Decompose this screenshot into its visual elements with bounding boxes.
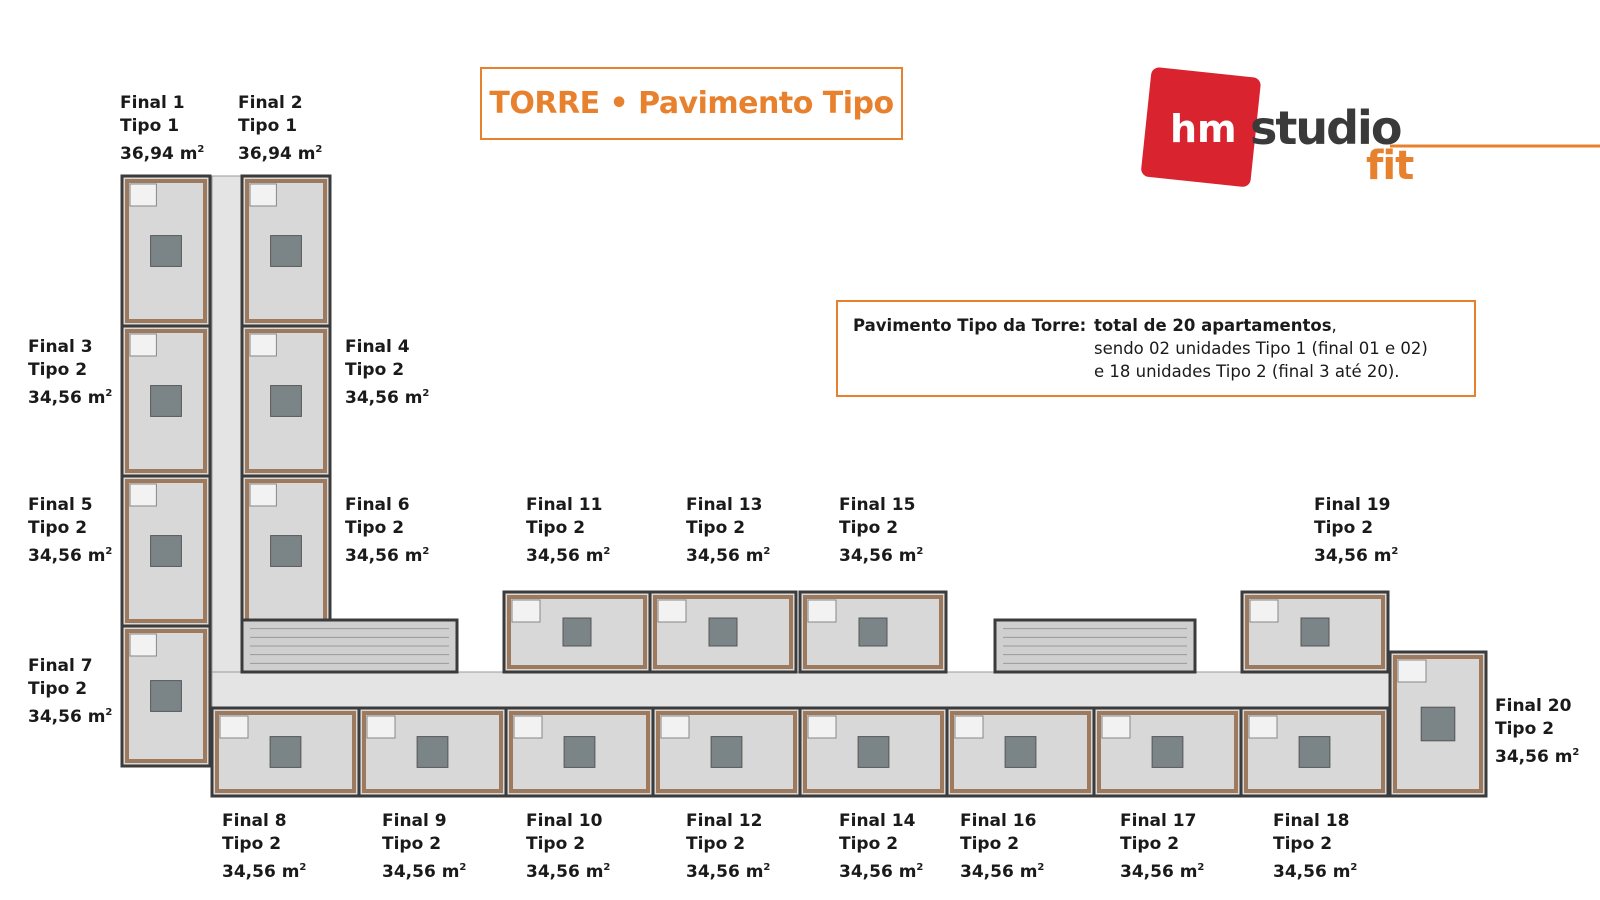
unit-label-final-20: Final 20 Tipo 2 34,56 $m^2$ bbox=[1495, 696, 1580, 767]
plan-unit-top-3-furniture bbox=[859, 618, 887, 646]
unit-label-final-9: Final 9 Tipo 2 34,56 $m^2$ bbox=[382, 811, 467, 882]
plan-unit-bottom-8-furniture bbox=[1299, 737, 1330, 768]
plan-unit-right-3-furniture bbox=[271, 536, 302, 567]
logo-fit: fit bbox=[1366, 143, 1414, 189]
unit-label-final-6: Final 6 Tipo 2 34,56 $m^2$ bbox=[345, 495, 430, 566]
unit-label-final-16: Final 16 Tipo 2 34,56 $m^2$ bbox=[960, 811, 1045, 882]
plan-unit-bottom-4-bed bbox=[661, 716, 689, 738]
unit-label-final-17: Final 17 Tipo 2 34,56 $m^2$ bbox=[1120, 811, 1205, 882]
plan-unit-bottom-1-bed bbox=[220, 716, 248, 738]
unit-label-final-8: Final 8 Tipo 2 34,56 $m^2$ bbox=[222, 811, 307, 882]
plan-unit-top-2-furniture bbox=[709, 618, 737, 646]
page-title: TORRE • Pavimento Tipo bbox=[489, 86, 894, 121]
plan-unit-right-1-furniture bbox=[271, 236, 302, 267]
info-label: Pavimento Tipo da Torre: bbox=[853, 316, 1087, 335]
plan-unit-bottom-5-furniture bbox=[858, 737, 889, 768]
plan-unit-left-2-furniture bbox=[151, 386, 182, 417]
plan-unit-left-2-bed bbox=[130, 334, 156, 356]
plan-unit-top-1-bed bbox=[512, 600, 540, 622]
logo-hm: hm bbox=[1170, 107, 1237, 151]
unit-label-final-5: Final 5 Tipo 2 34,56 $m^2$ bbox=[28, 495, 113, 566]
plan-unit-right-2-furniture bbox=[271, 386, 302, 417]
plan-unit-left-1-furniture bbox=[151, 236, 182, 267]
plan-unit-bottom-8-bed bbox=[1249, 716, 1277, 738]
plan-unit-bottom-3-furniture bbox=[564, 737, 595, 768]
plan-unit-east-bed bbox=[1398, 660, 1426, 682]
plan-unit-bottom-2-bed bbox=[367, 716, 395, 738]
plan-unit-left-1-bed bbox=[130, 184, 156, 206]
plan-unit-top-3-bed bbox=[808, 600, 836, 622]
unit-label-final-4: Final 4 Tipo 2 34,56 $m^2$ bbox=[345, 337, 430, 408]
plan-unit-top-1-furniture bbox=[563, 618, 591, 646]
plan-unit-east-furniture bbox=[1421, 707, 1455, 741]
plan-unit-left-4-bed bbox=[130, 634, 156, 656]
info-line-1-suffix: , bbox=[1331, 316, 1337, 335]
unit-label-final-12: Final 12 Tipo 2 34,56 $m^2$ bbox=[686, 811, 771, 882]
plan-unit-bottom-2-furniture bbox=[417, 737, 448, 768]
unit-label-final-7: Final 7 Tipo 2 34,56 $m^2$ bbox=[28, 656, 113, 727]
unit-label-final-13: Final 13 Tipo 2 34,56 $m^2$ bbox=[686, 495, 771, 566]
info-line-3: e 18 unidades Tipo 2 (final 3 até 20). bbox=[1094, 362, 1400, 381]
plan-unit-bottom-6-furniture bbox=[1005, 737, 1036, 768]
plan-unit-top-4-furniture bbox=[1301, 618, 1329, 646]
plan-unit-top-4-bed bbox=[1250, 600, 1278, 622]
unit-label-final-3: Final 3 Tipo 2 34,56 $m^2$ bbox=[28, 337, 113, 408]
vertical-corridor bbox=[212, 176, 242, 676]
info-line-2: sendo 02 unidades Tipo 1 (final 01 e 02) bbox=[1094, 339, 1428, 358]
unit-label-final-19: Final 19 Tipo 2 34,56 $m^2$ bbox=[1314, 495, 1399, 566]
plan-unit-bottom-4-furniture bbox=[711, 737, 742, 768]
plan-unit-bottom-7-furniture bbox=[1152, 737, 1183, 768]
plan-unit-top-2-bed bbox=[658, 600, 686, 622]
info-highlight: total de 20 apartamentos bbox=[1094, 316, 1332, 335]
plan-unit-right-1-bed bbox=[250, 184, 276, 206]
plan-unit-bottom-7-bed bbox=[1102, 716, 1130, 738]
horizontal-corridor bbox=[212, 672, 1392, 708]
plan-unit-bottom-3-bed bbox=[514, 716, 542, 738]
plan-unit-left-4-furniture bbox=[151, 681, 182, 712]
plan-unit-left-3-furniture bbox=[151, 536, 182, 567]
unit-label-final-1: Final 1 Tipo 1 36,94 $m^2$ bbox=[120, 93, 205, 164]
unit-label-final-14: Final 14 Tipo 2 34,56 $m^2$ bbox=[839, 811, 924, 882]
unit-label-final-18: Final 18 Tipo 2 34,56 $m^2$ bbox=[1273, 811, 1358, 882]
plan-unit-right-3-bed bbox=[250, 484, 276, 506]
unit-label-final-11: Final 11 Tipo 2 34,56 $m^2$ bbox=[526, 495, 611, 566]
unit-label-final-2: Final 2 Tipo 1 36,94 $m^2$ bbox=[238, 93, 323, 164]
logo-studio: studio bbox=[1250, 101, 1401, 155]
plan-unit-right-2-bed bbox=[250, 334, 276, 356]
plan-unit-left-3-bed bbox=[130, 484, 156, 506]
unit-label-final-10: Final 10 Tipo 2 34,56 $m^2$ bbox=[526, 811, 611, 882]
unit-label-final-15: Final 15 Tipo 2 34,56 $m^2$ bbox=[839, 495, 924, 566]
plan-unit-bottom-1-furniture bbox=[270, 737, 301, 768]
plan-unit-bottom-5-bed bbox=[808, 716, 836, 738]
plan-unit-bottom-6-bed bbox=[955, 716, 983, 738]
